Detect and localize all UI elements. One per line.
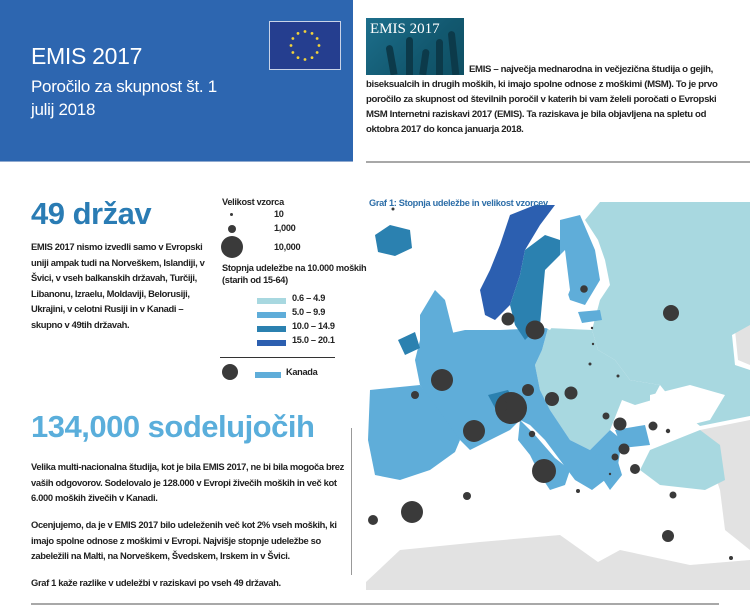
north-africa-region [366,535,750,590]
legend-rate-label: 0.6 – 4.9 [292,293,326,303]
intro-rest: biseksualcih in drugih moških, ki imajo spolne odnose z moškimi (MSM). To je prvo poročilo za skupnost od številnih poročil v katerih bi vam želeli poročati o Evropski MSM Internetni raziskavi 2017 (EMIS). Ta raziskava je bila objavljena na spletu od oktobra 2017 do konca januarja 2018. [366,79,718,135]
sample-size-marker [589,363,592,366]
sample-size-marker [591,327,593,329]
legend-rate-label: 15.0 – 20.1 [292,335,335,345]
eu-star-icon [318,44,321,47]
legend-size-title: Velikost vzorca [222,197,284,207]
eu-star-icon [290,44,293,47]
sample-size-marker [532,459,556,483]
participants-paragraph-3: Graf 1 kaže razlike v udeležbi v raziskavi po vseh 49 državah. [31,577,281,588]
sample-size-marker [603,413,610,420]
header-divider [366,161,750,163]
eu-star-icon [311,56,314,59]
legend-canada-label: Kanada [286,367,318,377]
sample-size-marker [463,420,485,442]
legend-size-dot-small [230,213,233,216]
legend-rate-title: Stopnja udeležbe na 10.000 moških [222,263,367,273]
eu-star-icon [316,37,319,40]
sample-size-marker [368,515,378,525]
sample-size-marker [670,492,677,499]
sample-size-marker [592,343,594,345]
eu-star-icon [297,32,300,35]
sample-size-marker [614,418,627,431]
sample-size-marker [431,369,453,391]
report-header [0,0,353,162]
sample-size-marker [630,464,640,474]
map-title: Graf 1: Stopnja udeležbe in velikost vzorcev [369,198,548,208]
intro-first-line: EMIS – največja mednarodna in večjezična študija o gejih, [469,64,713,75]
legend-rate-label: 10.0 – 14.9 [292,321,335,331]
emis-image-label: EMIS 2017 [370,21,440,37]
report-subtitle: Poročilo za skupnost št. 1 [31,77,217,96]
sample-size-marker [502,313,515,326]
sample-size-marker [617,375,620,378]
legend-swatch [257,340,286,346]
iceland-region [375,225,412,256]
eu-star-icon [311,32,314,35]
map-svg [360,190,750,590]
sample-size-marker [526,321,545,340]
sample-size-marker [411,391,419,399]
participants-paragraph-2: Ocenjujemo, da je v EMIS 2017 bilo udeleženih več kot 2% vseh moških, ki imajo spolne odnose z moškimi v Evropi. Najvišje stopnje udeležbe so zabeležili na Malti, na Norveškem, Švedskem, Irskem in v Švici. [31,519,337,561]
legend-swatch [257,312,286,318]
footer-divider [31,603,719,605]
sample-size-marker [401,501,423,523]
uk-region [420,290,455,350]
sample-size-marker [649,422,658,431]
legend-swatch [257,326,286,332]
intro-text [366,62,738,137]
legend-swatch [257,298,286,304]
legend-rate-subtitle: (starih od 15-64) [222,275,288,285]
eu-star-icon [297,56,300,59]
participants-paragraph-1: Velika multi-nacionalna študija, kot je bila EMIS 2017, ne bi bila mogoča brez vaših odgovorov. Sodelovalo je 128.000 v Evropi živečih moških in več kot 6.000 moških živečih v Kanadi. [31,461,344,503]
sample-size-marker [663,305,679,321]
legend-size-label: 10,000 [274,242,301,252]
eu-star-icon [291,37,294,40]
sample-size-marker [565,387,578,400]
countries-heading: 49 držav [31,196,152,231]
sample-size-marker [580,285,588,293]
legend-rate-label: 5.0 – 9.9 [292,307,326,317]
legend-canada-swatch [255,372,281,378]
participants-heading: 134,000 sodelujočih [31,409,315,444]
report-date: julij 2018 [31,100,96,119]
eu-star-icon [304,30,307,33]
ireland-region [398,332,420,355]
sample-size-marker [522,384,534,396]
sample-size-marker [529,431,535,437]
sample-size-marker [662,530,674,542]
eu-star-icon [316,51,319,54]
column-divider [351,428,352,575]
legend-canada-dot [222,364,238,380]
eu-flag-icon [269,21,341,70]
sample-size-marker [609,473,611,475]
legend-size-label: 1,000 [274,223,296,233]
report-title: EMIS 2017 [31,43,143,69]
legend-size-dot-medium [228,225,236,233]
eu-star-icon [304,58,307,61]
sample-size-marker [545,392,559,406]
sample-size-marker [619,444,630,455]
sample-size-marker [612,454,619,461]
sample-size-marker [729,556,733,560]
legend-size-label: 10 [274,209,284,219]
sample-size-marker [576,489,580,493]
legend-divider [220,357,335,358]
countries-text: EMIS 2017 nismo izvedli samo v Evropski uniji ampak tudi na Norveškem, Islandiji, v Švici, v vseh balkanskih državah, Turčiji, Libanonu, Izraelu, Moldaviji, Belorusiji, Ukrajini, v celotni Rusiji in v Kanadi – skupno v 49tih državah. [31,241,205,330]
sample-size-marker [497,401,508,412]
sample-size-marker [463,492,471,500]
eu-star-icon [291,51,294,54]
sample-size-marker [666,429,670,433]
europe-participation-map [360,190,750,590]
legend-size-dot-large [221,236,243,258]
